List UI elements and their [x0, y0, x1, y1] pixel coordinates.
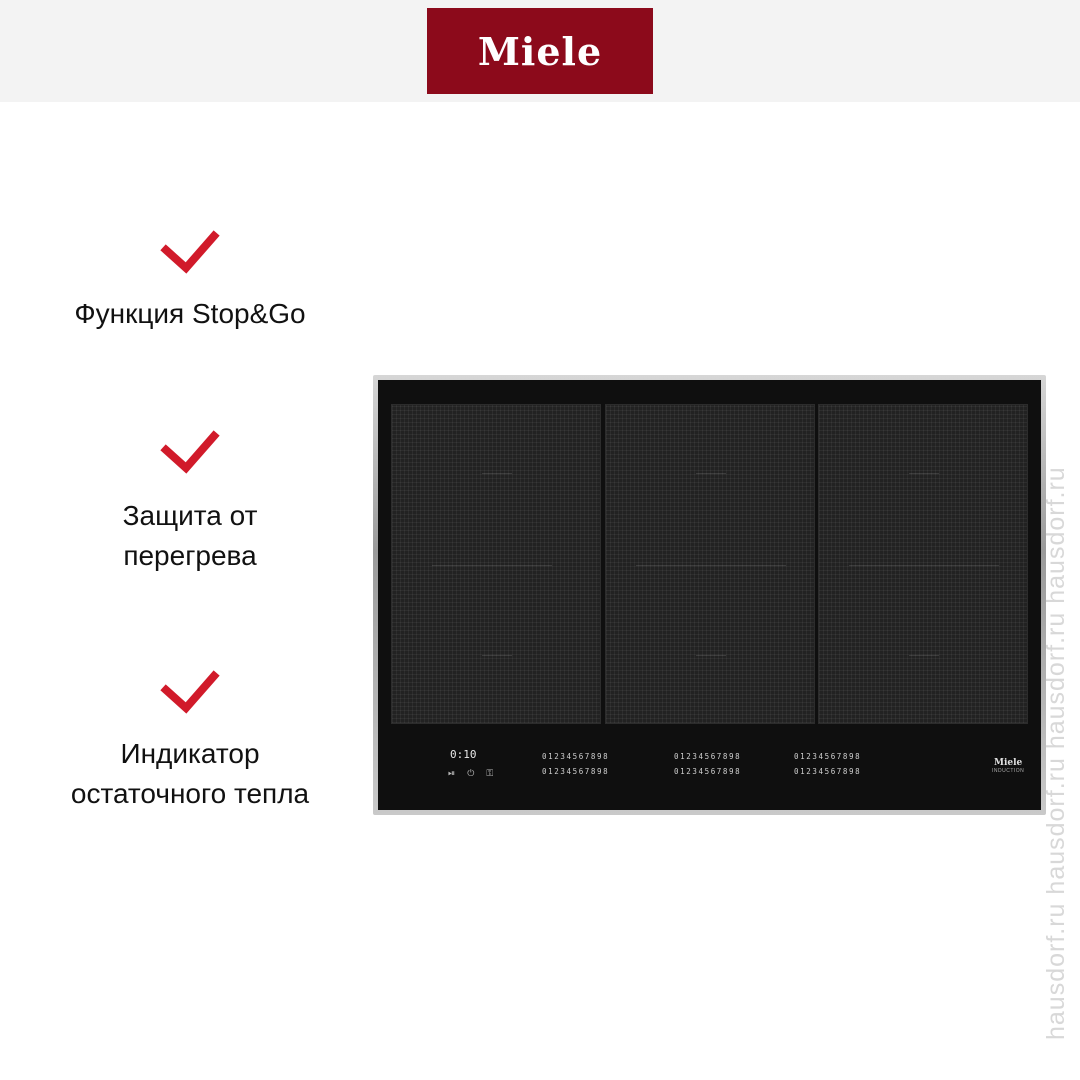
lock-icon: ⚿	[486, 768, 494, 778]
power-scale: 01234567898	[542, 752, 610, 761]
header-band	[0, 0, 1080, 102]
power-scale: 01234567898	[542, 767, 610, 776]
check-icon	[160, 670, 220, 716]
feature-label-line: перегрева	[123, 540, 257, 571]
timer-controls	[448, 768, 493, 779]
feature-label-line: Функция Stop&Go	[74, 298, 306, 329]
cooking-zone	[605, 404, 815, 724]
check-icon	[160, 430, 220, 476]
stop-go-icon: ⏯	[448, 768, 456, 778]
feature-overheat-protection	[20, 430, 360, 576]
hob-brand-name: Miele	[994, 758, 1023, 768]
timer-display: 0:10	[450, 748, 477, 761]
hob-brand-sub: INDUCTION	[992, 768, 1025, 774]
cooking-zone	[391, 404, 601, 724]
feature-residual-heat	[20, 670, 360, 814]
feature-label	[20, 496, 360, 576]
hob-glass	[378, 380, 1041, 810]
check-icon	[160, 230, 220, 276]
feature-label	[20, 294, 360, 334]
power-scale: 01234567898	[794, 752, 862, 761]
power-scale: 01234567898	[794, 767, 862, 776]
feature-label-line: Индикатор	[120, 738, 260, 769]
cooking-zone	[818, 404, 1028, 724]
power-scale: 01234567898	[674, 752, 742, 761]
miele-logo	[427, 8, 653, 94]
power-scale: 01234567898	[674, 767, 742, 776]
induction-hob-image	[373, 375, 1046, 815]
feature-label-line: Защита от	[122, 500, 258, 531]
power-icon: ⏻	[467, 768, 475, 778]
watermark: hausdorf.ru hausdorf.ru hausdorf.ru hausdorf.ru	[1042, 466, 1070, 1040]
hob-brand	[992, 758, 1024, 774]
feature-label-line: остаточного тепла	[70, 778, 310, 809]
feature-stop-go	[20, 230, 360, 334]
feature-label	[20, 734, 360, 814]
logo-text: Miele	[477, 28, 603, 74]
hob-control-panel	[378, 742, 1041, 802]
